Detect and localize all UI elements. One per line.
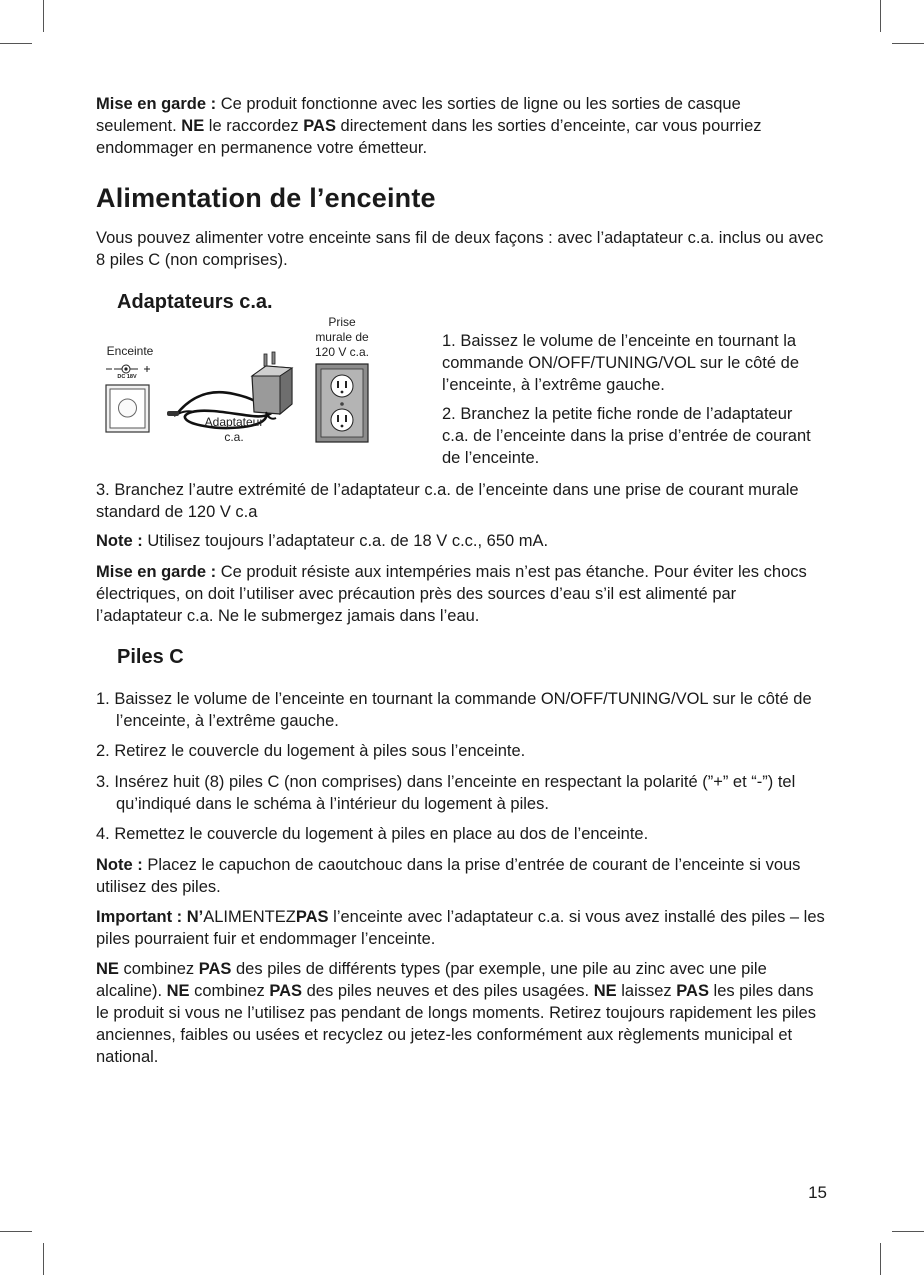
section-title: Alimentation de l’enceinte: [96, 183, 436, 213]
text-run: des piles neuves et des piles usagées.: [302, 982, 594, 1000]
emphasis-ne: NE: [181, 117, 205, 135]
note-label: Note :: [96, 532, 143, 550]
adapter-step-1: 1. Baissez le volume de l’enceinte en tournant la commande ON/OFF/TUNING/VOL sur le côté de l’enceinte, à l’extrême gauche.: [442, 332, 799, 394]
speaker-label: Enceinte: [106, 344, 154, 358]
adapter-label-line2: c.a.: [224, 430, 244, 444]
important-word: ALIMENTEZ: [203, 908, 296, 926]
battery-step-3: 3. Insérez huit (8) piles C (non comprises) dans l’enceinte en respectant la polarité (”+” et “-”) tel qu’indiqué dans le schéma à l’intérieur du logement à piles.: [96, 773, 796, 813]
batteries-heading: Piles C: [117, 646, 184, 668]
warning-text: le raccordez: [204, 117, 304, 135]
crop-mark: [43, 1243, 44, 1275]
speaker-jack-illustration: [102, 359, 162, 439]
emphasis-pas: PAS: [676, 982, 709, 1000]
adapter-step-2: 2. Branchez la petite fiche ronde de l’adaptateur c.a. de l’enceinte dans la prise d’entrée de courant de l’enceinte.: [442, 405, 811, 467]
text-run: combinez: [189, 982, 270, 1000]
emphasis-ne: NE: [96, 960, 119, 978]
crop-mark: [43, 0, 44, 32]
adapter-note: [96, 530, 824, 552]
warning-paragraph: [96, 93, 824, 159]
adapter-label: [194, 415, 274, 445]
emphasis-pas: PAS: [303, 117, 336, 135]
crop-mark: [892, 1231, 924, 1232]
warning-label: Mise en garde :: [96, 563, 217, 581]
text-run: des piles de différents types (par exemple, une pile au zinc avec une pile alcaline).: [96, 960, 767, 1000]
emphasis-pas: PAS: [198, 960, 232, 978]
warning-text: Ce produit résiste aux intempéries mais n’est pas étanche. Pour éviter les chocs électriques, on doit l’utiliser avec précaution près des sources d’eau s’il est alimenté par l’adaptateur c.a. Ne le submergez jamais dans l’eau.: [96, 563, 807, 625]
battery-step-4: 4. Remettez le couvercle du logement à piles en place au dos de l’enceinte.: [96, 825, 649, 843]
warning-text: Ce produit fonctionne avec les sorties de ligne ou les sorties de casque seulement.: [96, 95, 741, 135]
crop-mark: [0, 1231, 32, 1232]
text-run: laissez: [616, 982, 677, 1000]
wall-outlet-illustration: [314, 362, 374, 444]
crop-mark: [880, 0, 881, 32]
adapter-label-line1: Adaptateur: [204, 415, 264, 429]
text-run: combinez: [118, 960, 199, 978]
adapters-heading: Adaptateurs c.a.: [117, 291, 273, 313]
outlet-label-line3: 120 V c.a.: [314, 345, 370, 359]
page-number: 15: [808, 1183, 827, 1202]
emphasis-ne: NE: [166, 982, 190, 1000]
note-text: Utilisez toujours l’adaptateur c.a. de 18 V c.c., 650 mA.: [142, 532, 549, 550]
battery-warning-paragraph: [96, 958, 824, 1068]
important-paragraph: [96, 906, 836, 950]
crop-mark: [0, 43, 32, 44]
outlet-label-line1: Prise: [328, 315, 356, 329]
text-run: les piles dans le produit si vous ne l’utilisez pas pendant de longs moments. Retirez toujours rapidement les piles anciennes, faibles ou usées et recyclez ou jetez-les conformément aux règlements municipal et national.: [96, 982, 816, 1066]
warning-label: Mise en garde :: [96, 95, 217, 113]
battery-step-2: 2. Retirez le couvercle du logement à piles sous l’enceinte.: [96, 742, 526, 760]
power-diagram: [96, 312, 396, 452]
outlet-label-line2: murale de: [315, 330, 369, 344]
adapter-warning: [96, 561, 824, 627]
intro-paragraph: Vous pouvez alimenter votre enceinte sans fil de deux façons : avec l’adaptateur c.a. inclus ou avec 8 piles C (non comprises).: [96, 229, 824, 269]
adapter-step-3: 3. Branchez l’autre extrémité de l’adaptateur c.a. de l’enceinte dans une prise de courant murale standard de 120 V c.a: [96, 481, 799, 521]
battery-step-1: 1. Baissez le volume de l’enceinte en tournant la commande ON/OFF/TUNING/VOL sur le côté de l’enceinte, à l’extrême gauche.: [96, 690, 812, 730]
battery-note: [96, 854, 824, 898]
dc-voltage-label: DC 18V: [117, 374, 137, 380]
note-label: Note :: [96, 856, 143, 874]
warning-text: directement dans les sorties d’enceinte, car vous pourriez endommager en permanence votre émetteur.: [96, 117, 762, 157]
outlet-label: [306, 315, 378, 360]
emphasis-pas: PAS: [295, 908, 329, 926]
crop-mark: [880, 1243, 881, 1275]
note-text: Placez le capuchon de caoutchouc dans la prise d’entrée de courant de l’enceinte si vous utilisez des piles.: [96, 856, 801, 896]
important-label: Important : N’: [96, 908, 204, 926]
important-text: l’enceinte avec l’adaptateur c.a. si vous avez installé des piles – les piles pourraient fuir et endommager l’enceinte.: [96, 908, 825, 948]
emphasis-ne: NE: [593, 982, 617, 1000]
emphasis-pas: PAS: [269, 982, 303, 1000]
crop-mark: [892, 43, 924, 44]
